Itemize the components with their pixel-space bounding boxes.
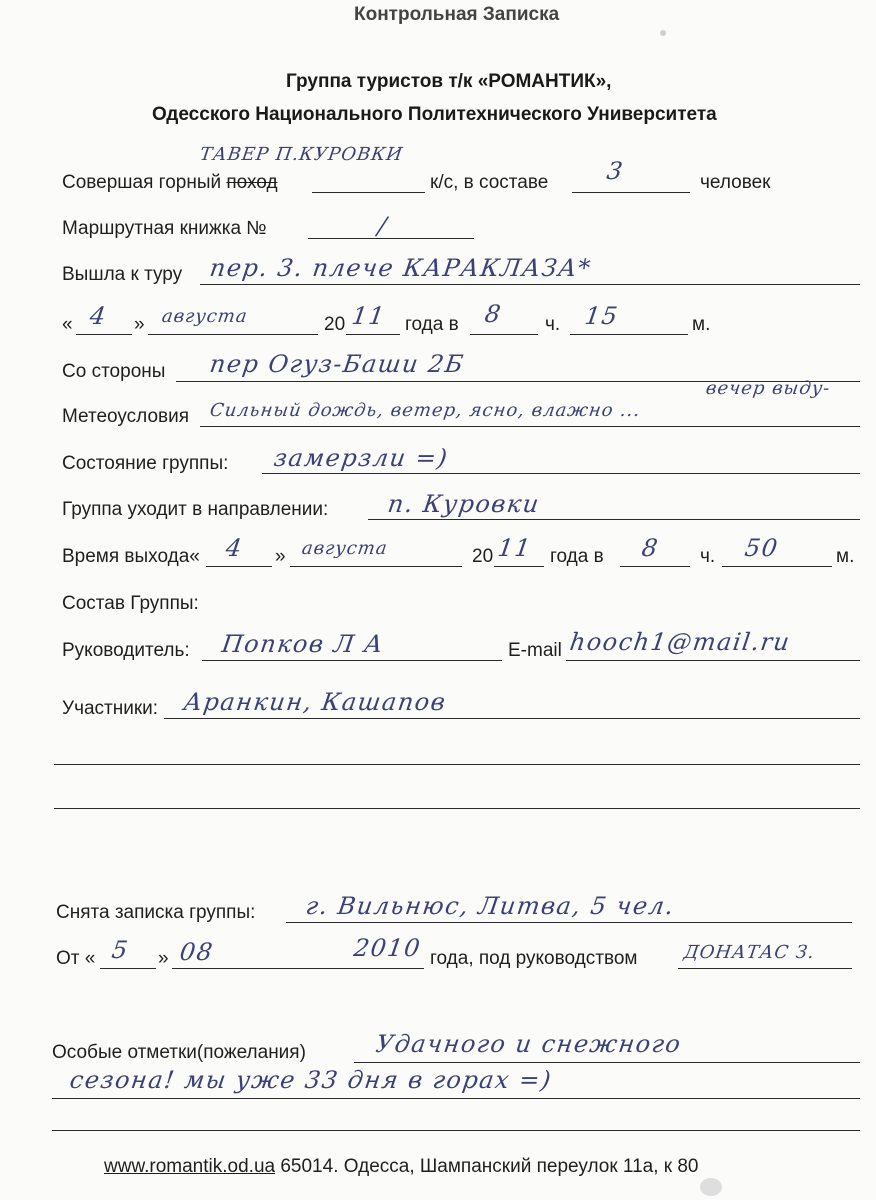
from-year-handwritten: 2010 (352, 934, 424, 962)
composition-label: Состав Группы: (62, 593, 199, 614)
departure-year-label: года в (550, 546, 604, 567)
date1-month-line (148, 334, 318, 335)
people-label: человек (700, 172, 771, 193)
email-label: E-mail (508, 640, 562, 661)
departure-month-line (290, 566, 462, 567)
members-label: Участники: (62, 698, 159, 719)
date1-min-handwritten: 15 (583, 302, 621, 330)
departure-year-line (494, 566, 544, 567)
notes-line-1 (354, 1062, 860, 1063)
exit-tour-handwritten: пер. 3. плече КАРАКЛАЗА* (208, 254, 594, 282)
direction-line (368, 519, 860, 520)
exit-tour-label: Вышла к туру (62, 264, 183, 285)
people-blank-line (572, 192, 690, 193)
weather-line (200, 426, 860, 427)
from-month-line (172, 968, 424, 969)
date1-m-label: м. (692, 314, 711, 335)
date1-year-label: года в (405, 314, 459, 335)
date1-quote-open: « (62, 314, 73, 335)
from-day-handwritten: 5 (110, 936, 131, 964)
departure-m-label: м. (836, 546, 855, 567)
departure-day-line (206, 566, 272, 567)
date1-h-label: ч. (545, 314, 561, 335)
date1-day-line (76, 334, 132, 335)
group-heading: Группа туристов т/к «РОМАНТИК», (286, 71, 612, 92)
notes-handwritten-2: сезона! мы уже 33 дня в горах =) (68, 1066, 554, 1094)
hike-struck-word: поход (226, 172, 278, 193)
departure-year-handwritten: 11 (496, 534, 534, 562)
condition-line (262, 473, 860, 474)
route-book-line (308, 238, 474, 239)
page-title: Контрольная Записка (354, 4, 560, 25)
date1-year-line (346, 334, 400, 335)
route-book-handwritten: / (376, 212, 390, 240)
from-rest-label: года, под руководством (430, 948, 638, 969)
date1-quote-close: » (134, 314, 145, 335)
side-handwritten: пер Огуз-Баши 2Б (208, 350, 467, 378)
notes-handwritten-1: Удачного и снежного (374, 1030, 684, 1058)
condition-label: Состояние группы: (62, 453, 229, 474)
exit-tour-line (200, 284, 860, 285)
departure-label: Время выхода« (62, 546, 200, 567)
members-handwritten: Аранкин, Кашапов (182, 688, 449, 716)
hike-label: Совершая горный поход (62, 172, 278, 193)
footer (104, 1156, 699, 1178)
scan-speck (700, 1178, 722, 1196)
from-month-handwritten: 08 (178, 938, 216, 966)
notes-label: Особые отметки(пожелания) (52, 1042, 306, 1063)
direction-label: Группа уходит в направлении: (62, 499, 329, 520)
taken-handwritten: г. Вильнюс, Литва, 5 чел. (304, 892, 677, 920)
from-leader-line (678, 968, 852, 969)
hike-ks-label: к/с, в составе (430, 172, 549, 193)
notes-line-2 (52, 1098, 860, 1099)
date1-year-handwritten: 11 (350, 302, 388, 330)
email-handwritten: hooch1@mail.ru (568, 628, 793, 656)
taken-label: Снята записка группы: (56, 902, 256, 923)
from-leader-handwritten: ДОНАТАС З. (682, 942, 817, 963)
date1-hour-handwritten: 8 (483, 300, 504, 328)
departure-day-handwritten: 4 (224, 534, 245, 562)
departure-min-line (722, 566, 832, 567)
departure-hour-handwritten: 8 (640, 534, 661, 562)
leader-handwritten: Попков Л А (220, 630, 387, 658)
footer-address: 65014. Одесса, Шампанский переулок 11а, к 80 (280, 1156, 699, 1177)
weather-handwritten: Сильный дождь, ветер, ясно, влажно ... (208, 400, 642, 421)
route-book-label: Маршрутная книжка № (62, 218, 267, 239)
side-label: Со стороны (62, 361, 166, 382)
from-quote-close: » (158, 948, 169, 969)
people-handwritten: 3 (605, 157, 626, 185)
departure-year-prefix: 20 (472, 546, 494, 567)
hike-blank-line (312, 192, 425, 193)
departure-quote-close: » (275, 546, 286, 567)
footer-website-link[interactable]: www.romantik.od.ua (104, 1156, 276, 1177)
hike-handwritten-above: ТАВЕР П.КУРОВКИ (198, 144, 405, 165)
email-line (566, 660, 860, 661)
departure-hour-line (620, 566, 690, 567)
leader-line (202, 660, 502, 661)
date1-month-handwritten: августа (160, 306, 250, 327)
direction-handwritten: п. Куровки (386, 490, 542, 518)
from-day-line (100, 968, 156, 969)
from-label: От « (56, 948, 96, 969)
departure-month-handwritten: августа (300, 538, 390, 559)
members-line (164, 718, 860, 719)
members-line-3 (54, 808, 860, 809)
departure-min-handwritten: 50 (743, 534, 781, 562)
date1-year-prefix: 20 (324, 314, 346, 335)
scan-speck (660, 30, 666, 36)
date1-day-handwritten: 4 (88, 302, 109, 330)
departure-h-label: ч. (700, 546, 716, 567)
condition-handwritten: замерзли =) (272, 444, 451, 472)
university-heading: Одесского Национального Политехнического Университета (152, 104, 717, 125)
notes-line-3 (52, 1130, 860, 1131)
weather-handwritten-above: вечер выду- (704, 378, 832, 399)
taken-line (286, 922, 852, 923)
date1-min-line (570, 334, 688, 335)
members-line-2 (54, 764, 860, 765)
weather-label: Метеоусловия (62, 406, 190, 427)
date1-hour-line (470, 334, 538, 335)
leader-label: Руководитель: (62, 640, 190, 661)
